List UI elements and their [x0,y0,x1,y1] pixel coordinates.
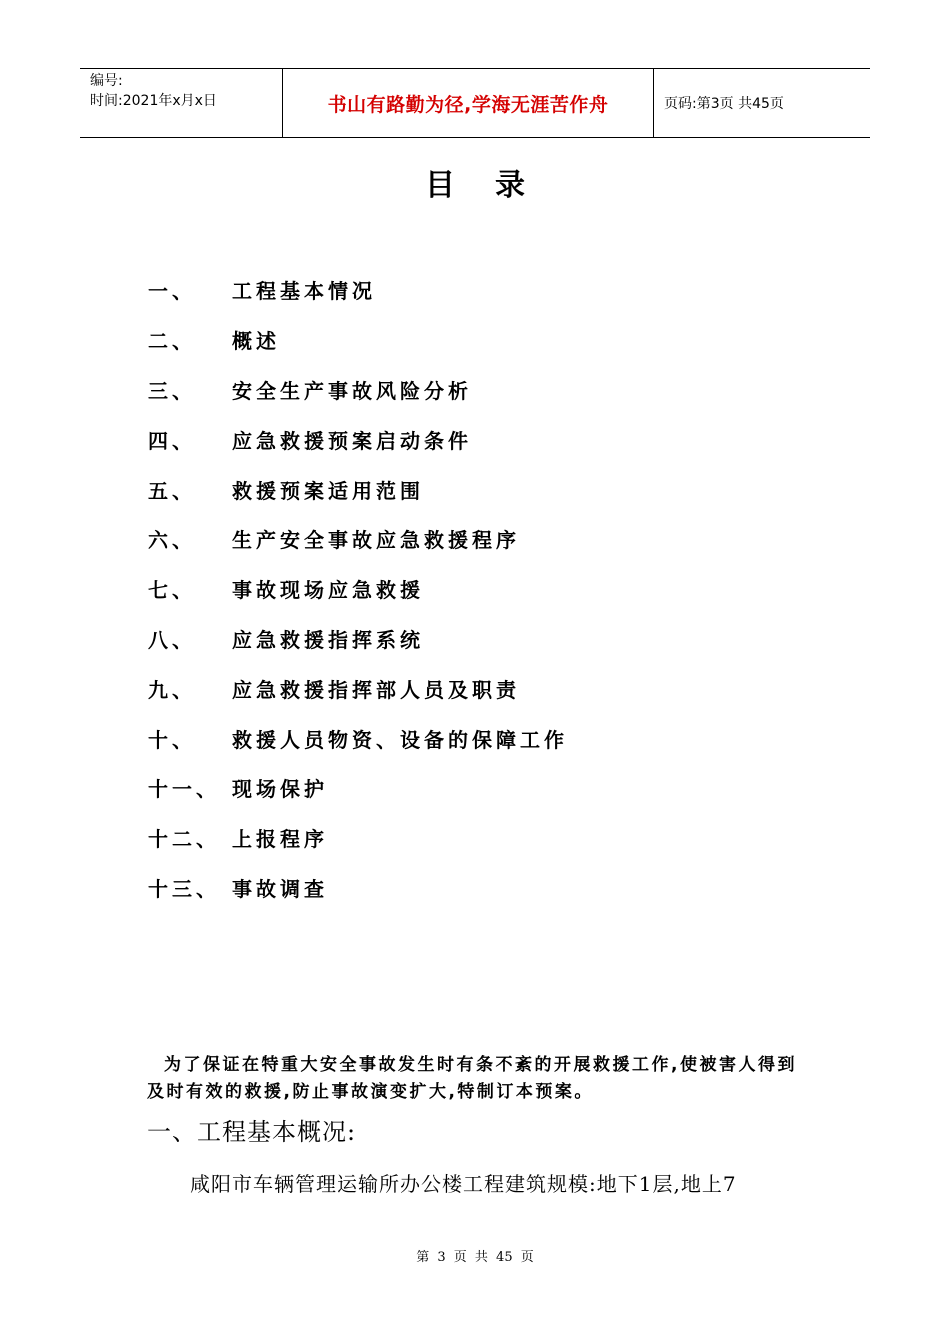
toc-item [148,564,568,614]
toc-item-text: 应急救援指挥部人员及职责 [232,677,520,702]
toc-item [148,365,568,415]
toc-item-number: 十二、 [148,827,220,852]
toc-item-number: 七、 [148,578,196,603]
toc-item-text: 事故现场应急救援 [232,578,424,603]
toc-item [148,713,568,763]
toc-item-text: 应急救援指挥系统 [232,627,424,652]
toc-item [148,763,568,813]
toc-item [148,863,568,913]
intro-paragraph: 为了保证在特重大安全事故发生时有条不紊的开展救援工作,使被害人得到及时有效的救援,防止事故演变扩大,特制订本预案。 [147,1055,797,1102]
page-header [80,68,870,138]
toc-title: 目录 [425,168,565,203]
toc-item-number: 一、 [148,279,196,304]
header-motto: 书山有路勤为径,学海无涯苦作舟 [282,69,654,137]
document-time-label: 时间:2021年x月x日 [90,93,217,109]
toc-item [148,813,568,863]
toc-item [148,514,568,564]
header-meta [80,69,282,137]
toc-item-number: 五、 [148,478,196,503]
toc-item-text: 事故调查 [232,876,328,901]
toc-item-text: 现场保护 [232,777,328,802]
toc-item-number: 三、 [148,378,196,403]
table-of-contents [148,265,568,912]
toc-item-text: 应急救援预案启动条件 [232,428,472,453]
document-number-label: 编号: [90,73,123,89]
toc-item-text: 安全生产事故风险分析 [232,378,472,403]
toc-item-text: 生产安全事故应急救援程序 [232,528,520,553]
toc-item [148,315,568,365]
toc-item-number: 十、 [148,727,196,752]
toc-item [148,614,568,664]
toc-item-text: 工程基本情况 [232,279,376,304]
toc-item-text: 救援人员物资、设备的保障工作 [232,727,568,752]
toc-item-number: 十一、 [148,777,220,802]
toc-item-number: 八、 [148,627,196,652]
toc-item [148,414,568,464]
toc-item [148,265,568,315]
toc-item-number: 九、 [148,677,196,702]
toc-item-number: 十三、 [148,876,220,901]
header-page-info: 页码:第3页 共45页 [664,96,784,112]
toc-item-text: 救援预案适用范围 [232,478,424,503]
toc-item-text: 概述 [232,329,280,354]
toc-item-number: 四、 [148,428,196,453]
toc-item-text: 上报程序 [232,827,328,852]
body-paragraph: 咸阳市车辆管理运输所办公楼工程建筑规模:地下1层,地上7 [190,1172,737,1196]
toc-item-number: 六、 [148,528,196,553]
toc-item [148,663,568,713]
page-footer: 第 3 页 共 45 页 [416,1250,534,1265]
toc-item-number: 二、 [148,329,196,354]
section-heading: 一、工程基本概况: [147,1118,357,1146]
toc-item [148,464,568,514]
